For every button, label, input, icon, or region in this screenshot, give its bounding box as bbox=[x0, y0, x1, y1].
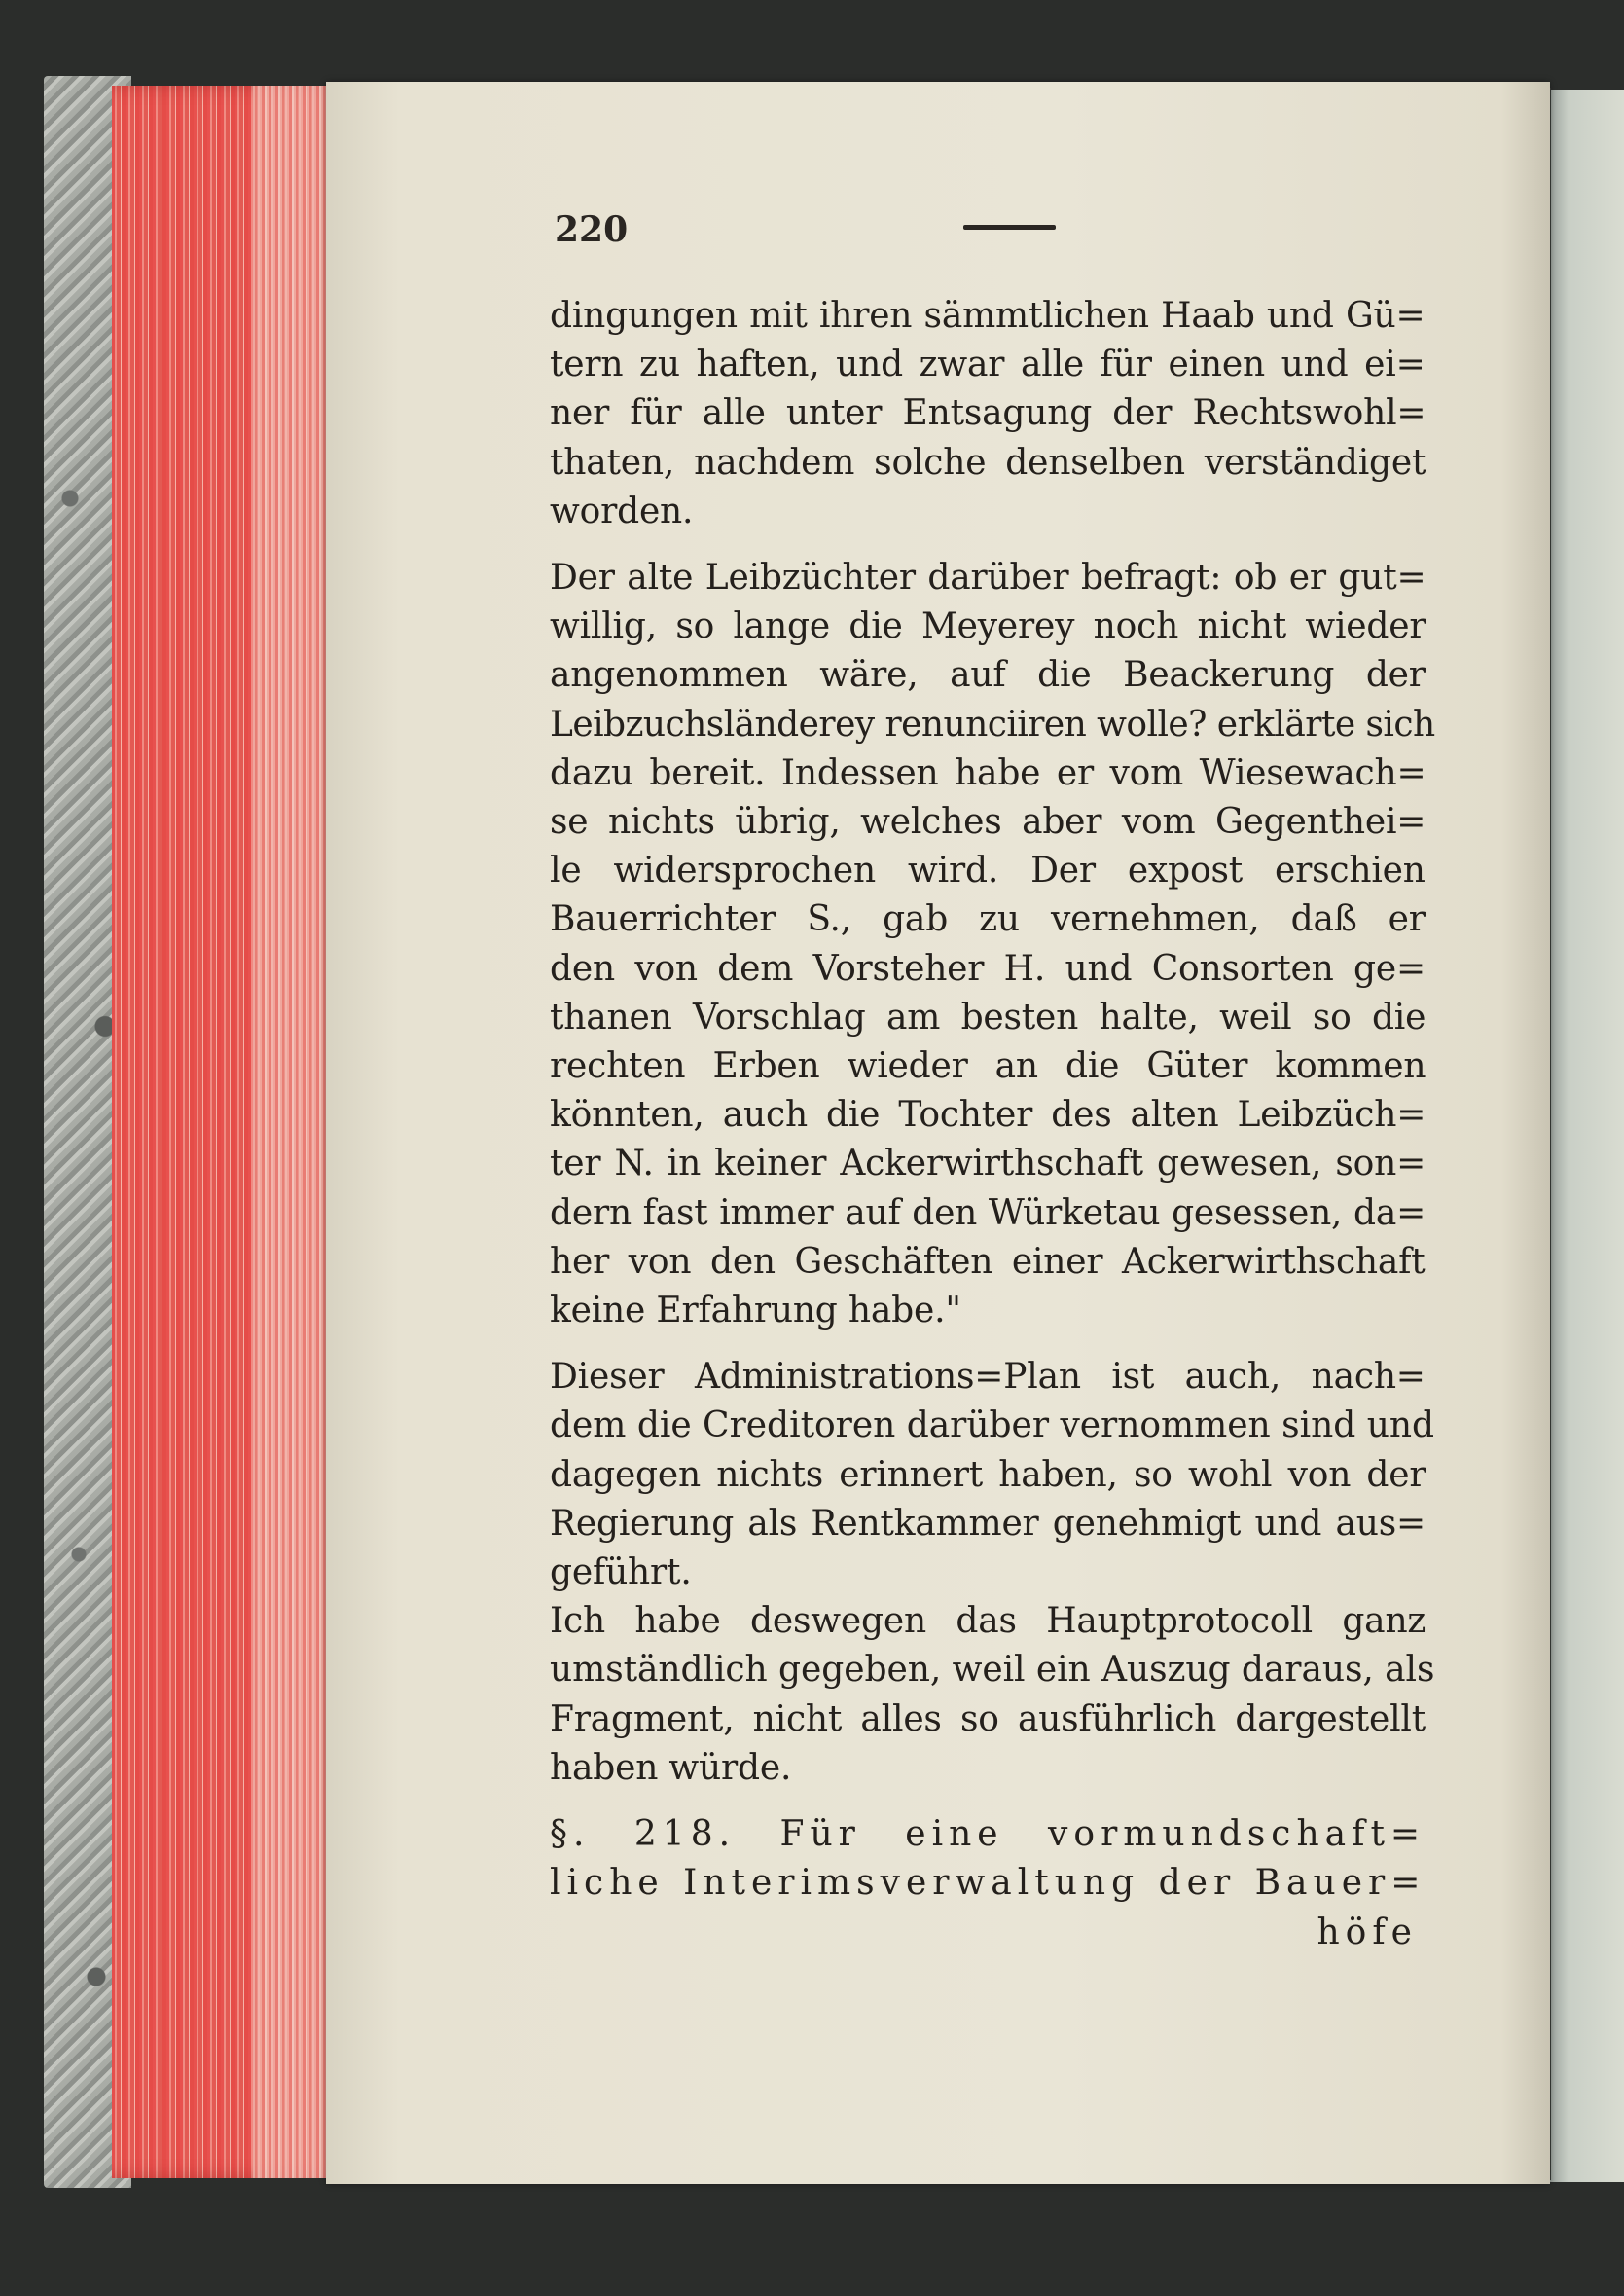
text-line: willig, so lange die Meyerey noch nicht wieder bbox=[550, 606, 1426, 647]
catchword: höfe bbox=[1317, 1912, 1418, 1952]
text-line: keine Erfahrung habe." bbox=[550, 1291, 961, 1331]
text-line: geführt. bbox=[550, 1552, 692, 1593]
text-line: Dieser Administrations=Plan ist auch, nach= bbox=[550, 1357, 1426, 1398]
page-number: 220 bbox=[555, 209, 629, 250]
text-line: dern fast immer auf den Würketau gesessen, da= bbox=[550, 1192, 1426, 1233]
text-line: se nichts übrig, welches aber vom Gegenthei= bbox=[550, 802, 1426, 843]
text-line: ter N. in keiner Ackerwirthschaft gewesen, son= bbox=[550, 1144, 1426, 1184]
red-page-edges bbox=[112, 86, 341, 2178]
text-line: umständlich gegeben, weil ein Auszug daraus, als bbox=[550, 1650, 1435, 1691]
text-line: le widersprochen wird. Der expost erschien bbox=[550, 851, 1426, 892]
text-line: Fragment, nicht alles so ausführlich dargestellt bbox=[550, 1698, 1426, 1739]
paragraph-2 bbox=[550, 554, 1435, 1335]
text-line: rechten Erben wieder an die Güter kommen bbox=[550, 1046, 1426, 1087]
text-line: ner für alle unter Entsagung der Rechtswohl= bbox=[550, 393, 1426, 434]
paragraph-3 bbox=[550, 1353, 1435, 1597]
text-line: liche Interimsverwaltung der Bauer= bbox=[550, 1863, 1426, 1904]
text-line: könnten, auch die Tochter des alten Leibzüch= bbox=[550, 1095, 1426, 1136]
header-rule bbox=[963, 225, 1056, 230]
paragraph-4 bbox=[550, 1597, 1435, 1793]
text-line: §. 218. Für eine vormundschaft= bbox=[550, 1814, 1426, 1855]
text-line: den von dem Vorsteher H. und Consorten ge= bbox=[550, 948, 1426, 989]
text-line: Ich habe deswegen das Hauptprotocoll ganz bbox=[550, 1601, 1426, 1642]
text-line: Leibzuchsländerey renunciiren wolle? erklärte sich bbox=[550, 704, 1435, 745]
text-line: dazu bereit. Indessen habe er vom Wiesewach= bbox=[550, 752, 1426, 793]
text-line: Bauerrichter S., gab zu vernehmen, daß er bbox=[550, 899, 1426, 940]
text-line: Regierung als Rentkammer genehmigt und aus= bbox=[550, 1503, 1426, 1544]
text-line: dem die Creditoren darüber vernommen sind und bbox=[550, 1405, 1435, 1446]
text-line: dagegen nichts erinnert haben, so wohl von der bbox=[550, 1454, 1426, 1495]
facing-page-edge bbox=[1550, 90, 1624, 2182]
page-body bbox=[550, 292, 1435, 1957]
text-line: dingungen mit ihren sämmtlichen Haab und Gü= bbox=[550, 296, 1426, 336]
text-line: her von den Geschäften einer Ackerwirthschaft bbox=[550, 1241, 1426, 1282]
text-line: thanen Vorschlag am besten halte, weil so die bbox=[550, 997, 1426, 1038]
text-line: worden. bbox=[550, 491, 694, 531]
text-line: tern zu haften, und zwar alle für einen und ei= bbox=[550, 345, 1426, 385]
paragraph-1 bbox=[550, 292, 1426, 536]
section-heading bbox=[550, 1810, 1426, 1957]
page-header bbox=[555, 209, 1061, 248]
text-line: thaten, nachdem solche denselben verständiget bbox=[550, 442, 1426, 483]
text-line: angenommen wäre, auf die Beackerung der bbox=[550, 655, 1426, 696]
text-line: Der alte Leibzüchter darüber befragt: ob er gut= bbox=[550, 558, 1426, 599]
text-line: haben würde. bbox=[550, 1747, 792, 1788]
